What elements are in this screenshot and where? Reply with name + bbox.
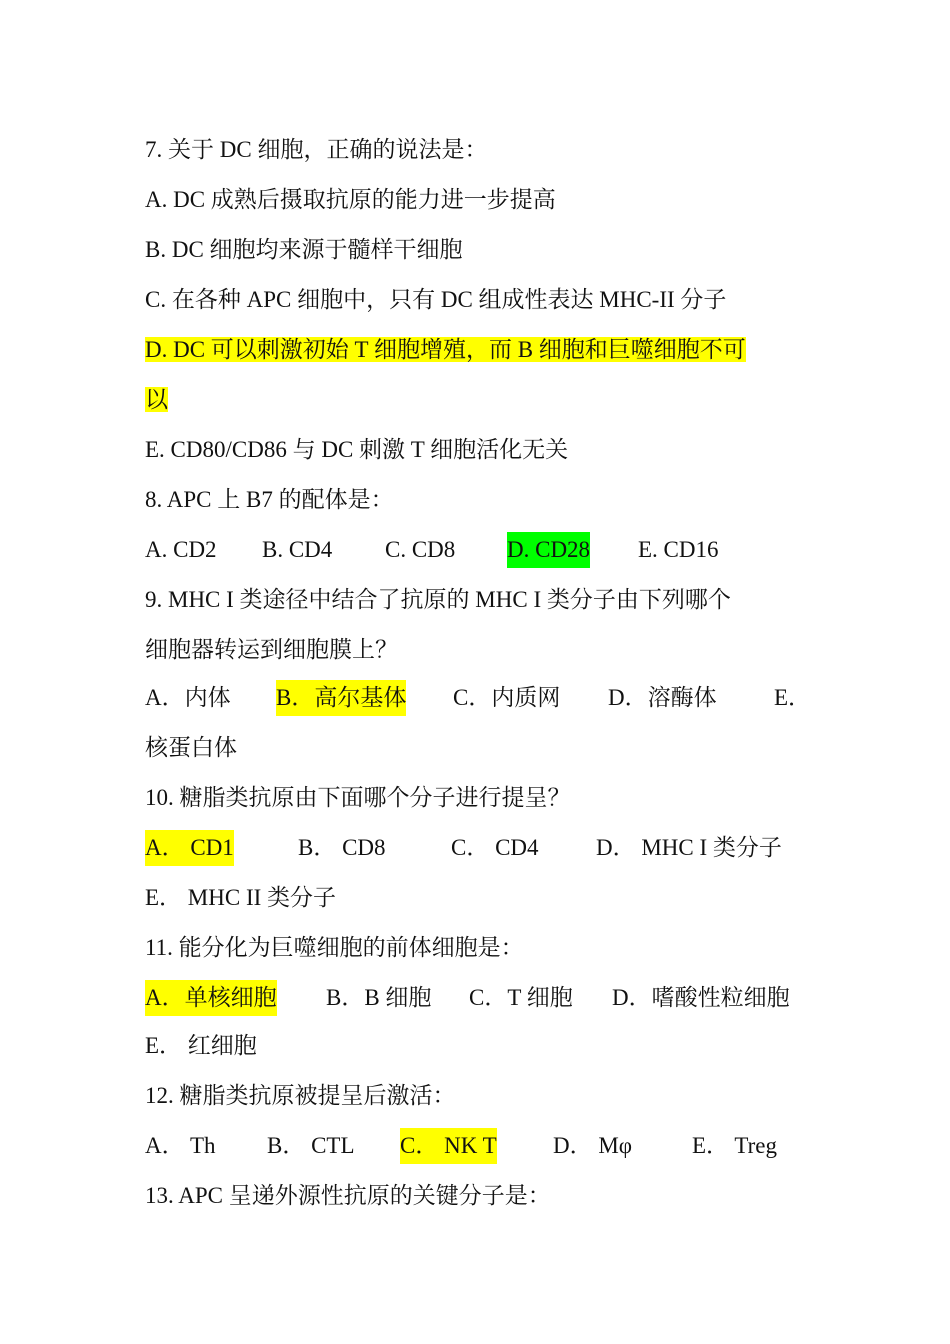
q11-option-c: C．T 细胞	[469, 985, 573, 1010]
q8-option-b: B. CD4	[262, 537, 333, 562]
q13-stem: 13. APC 呈递外源性抗原的关键分子是：	[145, 1183, 551, 1208]
q9-stem-cont: 细胞器转运到细胞膜上？	[145, 637, 398, 662]
q7-stem: 7. 关于 DC 细胞，正确的说法是：	[145, 137, 488, 162]
q10-option-b: B． CD8	[298, 835, 386, 860]
q8-option-e: E. CD16	[638, 537, 719, 562]
q7-option-a: A. DC 成熟后摄取抗原的能力进一步提高	[145, 187, 556, 212]
q10-options	[145, 830, 815, 866]
q8-option-c: C. CD8	[385, 537, 456, 562]
q12-stem: 12. 糖脂类抗原被提呈后激活：	[145, 1083, 456, 1108]
q12-option-c: C． NK T	[400, 1128, 497, 1164]
q12-options	[145, 1128, 815, 1164]
q12-option-a: A． Th	[145, 1133, 216, 1158]
q10-stem: 10. 糖脂类抗原由下面哪个分子进行提呈？	[145, 785, 571, 810]
q9-option-a: A．内体	[145, 685, 231, 710]
q9-option-b: B．高尔基体	[276, 680, 406, 716]
q11-option-d: D．嗜酸性粒细胞	[612, 985, 790, 1010]
q11-option-e: E． 红细胞	[145, 1033, 257, 1058]
q9-stem: 9. MHC I 类途径中结合了抗原的 MHC I 类分子由下列哪个	[145, 587, 731, 612]
q9-option-c: C．内质网	[453, 685, 561, 710]
q12-option-d: D． Mφ	[553, 1133, 633, 1158]
q10-option-d: D． MHC I 类分子	[596, 835, 782, 860]
q12-option-e: E． Treg	[692, 1133, 777, 1158]
q10-option-c: C． CD4	[451, 835, 539, 860]
q9-option-d: D．溶酶体	[608, 685, 717, 710]
q11-stem: 11. 能分化为巨噬细胞的前体细胞是：	[145, 935, 524, 960]
q9-option-e: E．	[774, 685, 812, 710]
q11-option-a: A．单核细胞	[145, 980, 277, 1016]
q11-option-b: B．B 细胞	[326, 985, 432, 1010]
q7-option-b: B. DC 细胞均来源于髓样干细胞	[145, 237, 463, 262]
q8-option-d: D. CD28	[507, 532, 590, 568]
q7-option-c: C. 在各种 APC 细胞中，只有 DC 组成性表达 MHC-II 分子	[145, 287, 727, 312]
q7-option-d-cont	[145, 382, 168, 418]
q7-answer-highlight-cont: 以	[145, 387, 168, 412]
q7-answer-highlight: D. DC 可以刺激初始 T 细胞增殖，而 B 细胞和巨噬细胞不可	[145, 337, 746, 362]
q12-option-b: B． CTL	[267, 1133, 355, 1158]
q7-option-d	[145, 332, 746, 368]
q8-options	[145, 532, 815, 568]
q9-options	[145, 680, 815, 716]
q9-option-e-cont: 核蛋白体	[145, 735, 237, 760]
q11-options	[145, 980, 815, 1016]
q10-option-a: A． CD1	[145, 830, 234, 866]
q8-stem: 8. APC 上 B7 的配体是：	[145, 487, 394, 512]
q7-option-e: E. CD80/CD86 与 DC 刺激 T 细胞活化无关	[145, 437, 569, 462]
q8-option-a: A. CD2	[145, 537, 217, 562]
q10-option-e: E． MHC II 类分子	[145, 885, 337, 910]
